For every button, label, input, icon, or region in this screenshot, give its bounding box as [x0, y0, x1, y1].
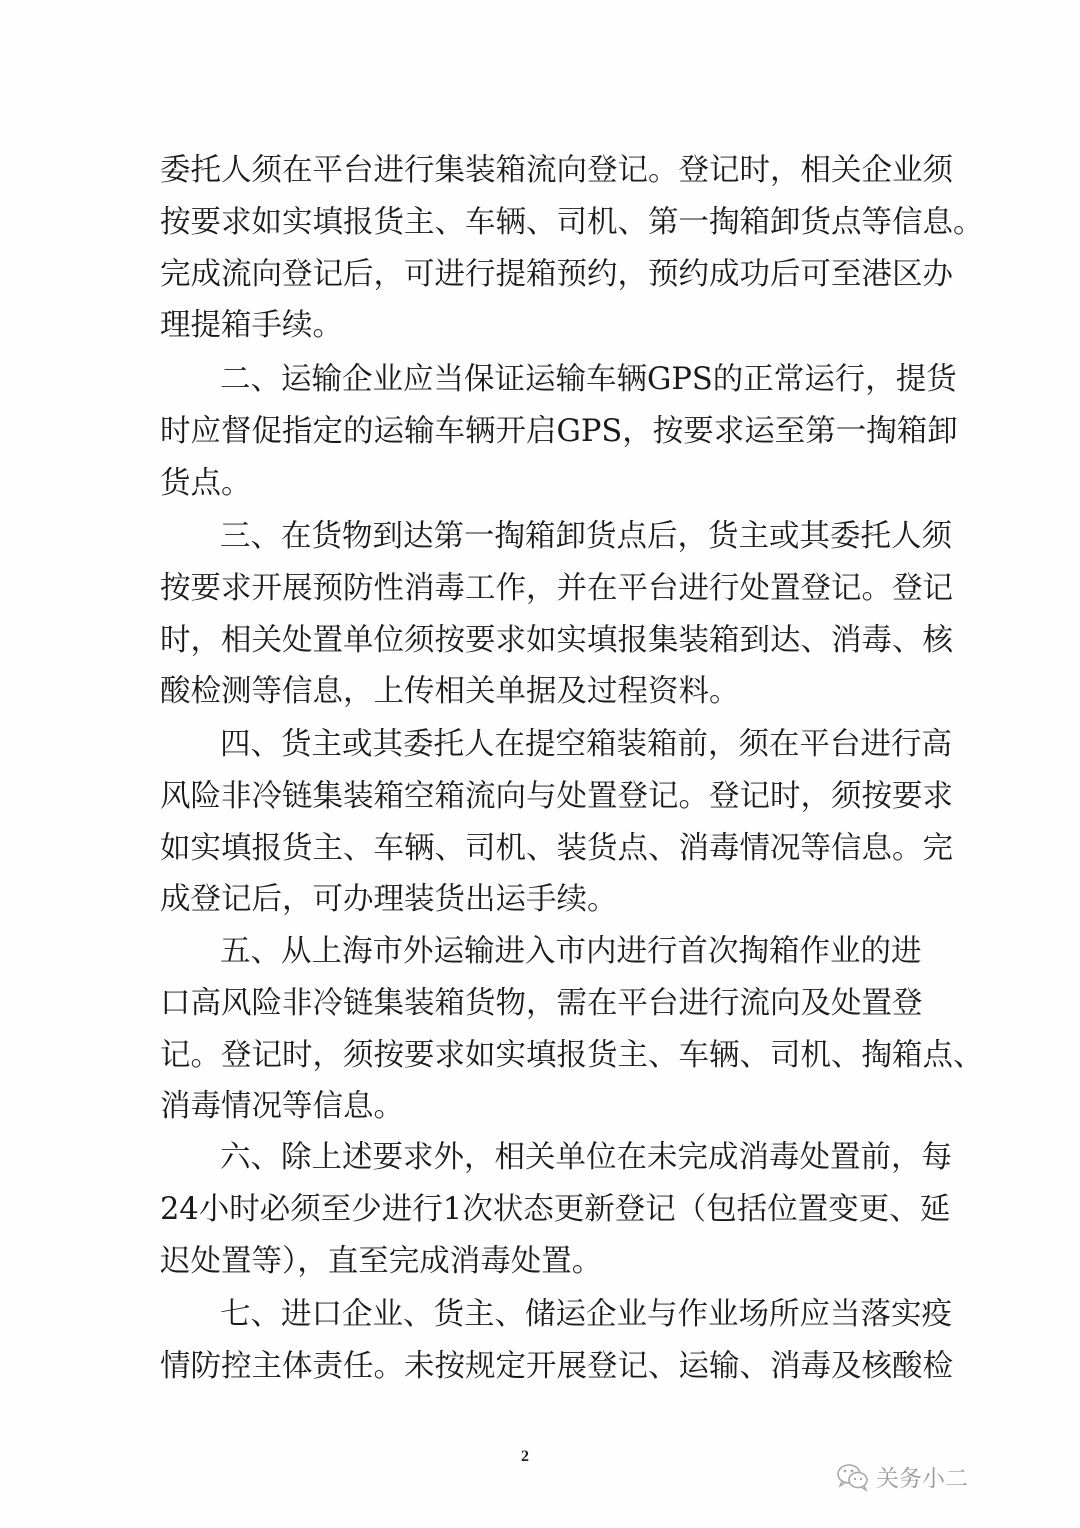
watermark-text: 关务小二	[876, 1466, 968, 1492]
paragraph-line: 时，相关处置单位须按要求如实填报集装箱到达、消毒、核	[160, 623, 953, 658]
paragraph-line: 完成流向登记后，可进行提箱预约，预约成功后可至港区办	[160, 257, 953, 292]
paragraph-line: 24小时必须至少进行1次状态更新登记（包括位置变更、延	[160, 1192, 951, 1227]
paragraph-line: 消毒情况等信息。	[160, 1089, 404, 1124]
paragraph-line: 按要求如实填报货主、车辆、司机、第一掏箱卸货点等信息。	[160, 205, 984, 240]
paragraph-line: 成登记后，可办理装货出运手续。	[160, 882, 618, 917]
paragraph-line: 货点。	[160, 466, 252, 501]
paragraph-line: 如实填报货主、车辆、司机、装货点、消毒情况等信息。完	[160, 831, 953, 866]
wechat-icon	[836, 1462, 870, 1492]
watermark	[836, 1460, 968, 1493]
paragraph-line: 口高风险非冷链集装箱货物，需在平台进行流向及处置登	[160, 986, 923, 1021]
paragraph-line: 记。登记时，须按要求如实填报货主、车辆、司机、掏箱点、	[160, 1038, 984, 1073]
paragraph-line: 五、从上海市外运输进入市内进行首次掏箱作业的进	[220, 934, 922, 969]
paragraph-line: 六、除上述要求外，相关单位在未完成消毒处置前，每	[220, 1140, 952, 1175]
page-number: 2	[521, 1448, 529, 1465]
paragraph-line: 情防控主体责任。未按规定开展登记、运输、消毒及核酸检	[160, 1349, 953, 1384]
paragraph-line: 按要求开展预防性消毒工作，并在平台进行处置登记。登记	[160, 571, 953, 606]
paragraph-line: 迟处置等），直至完成消毒处置。	[160, 1244, 603, 1279]
paragraph-line: 理提箱手续。	[160, 308, 343, 343]
paragraph-line: 三、在货物到达第一掏箱卸货点后，货主或其委托人须	[220, 519, 952, 554]
paragraph-line: 七、进口企业、货主、储运企业与作业场所应当落实疫	[220, 1297, 952, 1332]
paragraph-line: 二、运输企业应当保证运输车辆GPS的正常运行，提货	[220, 362, 957, 397]
paragraph-line: 时应督促指定的运输车辆开启GPS，按要求运至第一掏箱卸	[160, 414, 958, 449]
paragraph-line: 酸检测等信息，上传相关单据及过程资料。	[160, 674, 740, 709]
paragraph-line: 四、货主或其委托人在提空箱装箱前，须在平台进行高	[220, 727, 952, 762]
paragraph-line: 风险非冷链集装箱空箱流向与处置登记。登记时，须按要求	[160, 779, 953, 814]
paragraph-line: 委托人须在平台进行集装箱流向登记。登记时，相关企业须	[160, 153, 953, 188]
